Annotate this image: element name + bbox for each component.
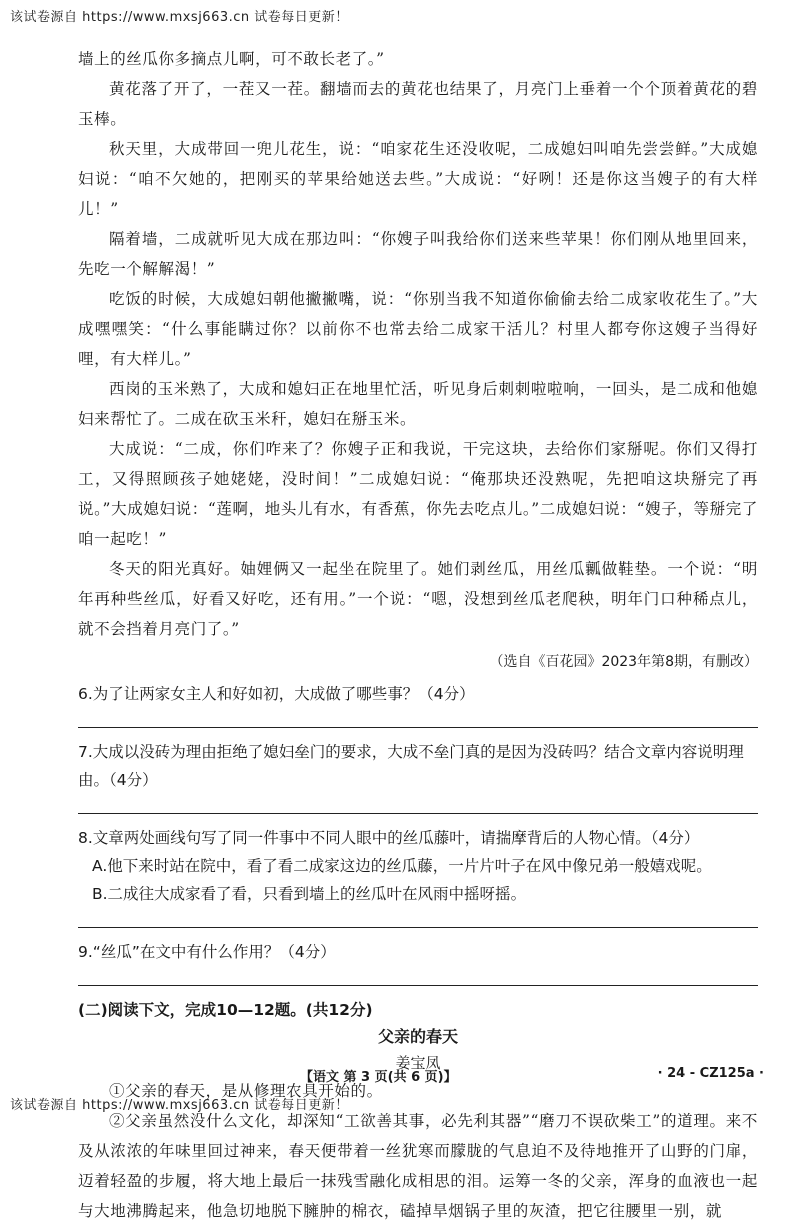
page-content: [78, 44, 758, 1226]
question-8-option-a: A.他下来时站在院中，看了看二成家这边的丝瓜藤，一片片叶子在风中像兄弟一般嬉戏呢。: [92, 857, 712, 875]
answer-line: [78, 812, 758, 814]
exam-code: · 24 - CZ125a ·: [657, 1066, 764, 1081]
page-number: 【语文 第 3 页(共 6 页)】: [300, 1070, 457, 1085]
story-paragraph: 大成说：“二成，你们咋来了？你嫂子正和我说，干完这块，去给你们家掰呢。你们又得打工，又得照顾孩子她姥姥，没时间！”二成媳妇说：“俺那块还没熟呢，先把咱这块掰完了再说。”大成媳妇说：“莲啊，地头儿有水，有香蕉，你先去吃点儿。”二成媳妇说：“嫂子，等掰完了咱一起吃！”: [78, 440, 758, 548]
page-footer: [0, 1066, 794, 1088]
story-paragraph: 西岗的玉米熟了，大成和媳妇正在地里忙活，听见身后刺刺啦啦响，一回头，是二成和他媳妇来帮忙了。二成在砍玉米秆，媳妇在掰玉米。: [78, 380, 758, 428]
question-8: 8.文章两处画线句写了同一件事中不同人眼中的丝瓜藤叶，请揣摩背后的人物心情。（4分）: [78, 829, 700, 847]
watermark-bottom: 该试卷源自 https://www.mxsj663.cn 试卷每日更新！: [10, 1098, 349, 1113]
story-paragraph: 隔着墙，二成就听见大成在那边叫：“你嫂子叫我给你们送来些苹果！你们刚从地里回来，先吃一个解解渴！”: [78, 230, 758, 278]
question-6: 6.为了让两家女主人和好如初，大成做了哪些事？（4分）: [78, 685, 475, 703]
story-paragraph: 秋天里，大成带回一兜儿花生，说：“咱家花生还没收呢，二成媳妇叫咱先尝尝鲜。”大成媳妇说：“咱不欠她的，把刚买的苹果给她送去些。”大成说：“好咧！还是你这当嫂子的有大样儿！”: [78, 140, 758, 218]
question-9: 9.“丝瓜”在文中有什么作用？（4分）: [78, 943, 336, 961]
question-7: 7.大成以没砖为理由拒绝了媳妇垒门的要求，大成不垒门真的是因为没砖吗？结合文章内容说明理由。（4分）: [78, 743, 744, 789]
answer-line: [78, 926, 758, 928]
article-author: 姜宝凤: [395, 1054, 441, 1072]
answer-line: [78, 984, 758, 986]
story-paragraph: 黄花落了开了，一茬又一茬。翻墙而去的黄花也结果了，月亮门上垂着一个个顶着黄花的碧玉棒。: [78, 80, 758, 128]
article-paragraph: ①父亲的春天，是从修理农具开始的。: [109, 1082, 383, 1100]
source-citation: （选自《百花园》2023年第8期，有删改）: [489, 654, 758, 670]
article-title: 父亲的春天: [377, 1027, 458, 1046]
watermark-top: 该试卷源自 https://www.mxsj663.cn 试卷每日更新！: [10, 10, 349, 25]
story-paragraph: 冬天的阳光真好。妯娌俩又一起坐在院里了。她们剥丝瓜，用丝瓜瓤做鞋垫。一个说：“明年再种些丝瓜，好看又好吃，还有用。”一个说：“嗯，没想到丝瓜老爬秧，明年门口种稀点儿，就不会挡着月亮门了。”: [78, 560, 758, 638]
story-paragraph: 吃饭的时候，大成媳妇朝他撇撇嘴，说：“你别当我不知道你偷偷去给二成家收花生了。”大成嘿嘿笑：“什么事能瞒过你？以前你不也常去给二成家干活儿？村里人都夸你这嫂子当得好哩，有大样儿。”: [78, 290, 758, 368]
section-heading: (二)阅读下文，完成10—12题。(共12分): [78, 1001, 373, 1019]
story-paragraph: 墙上的丝瓜你多摘点儿啊，可不敢长老了。”: [78, 50, 385, 68]
article-paragraph: ②父亲虽然没什么文化，却深知“工欲善其事，必先利其器”“磨刀不误砍柴工”的道理。来不及从浓浓的年味里回过神来，春天便带着一丝犹寒而朦胧的气息迫不及待地推开了山野的门扉，迈着轻盈的步履，将大地上最后一抹残雪融化成相思的泪。运筹一冬的父亲，浑身的血液也一起与大地沸腾起来，他急切地脱下臃肿的棉衣，磕掉旱烟锅子里的灰渣，把它往腰里一别，就: [78, 1112, 758, 1220]
question-8-option-b: B.二成往大成家看了看，只看到墙上的丝瓜叶在风雨中摇呀摇。: [92, 885, 527, 903]
answer-line: [78, 726, 758, 728]
